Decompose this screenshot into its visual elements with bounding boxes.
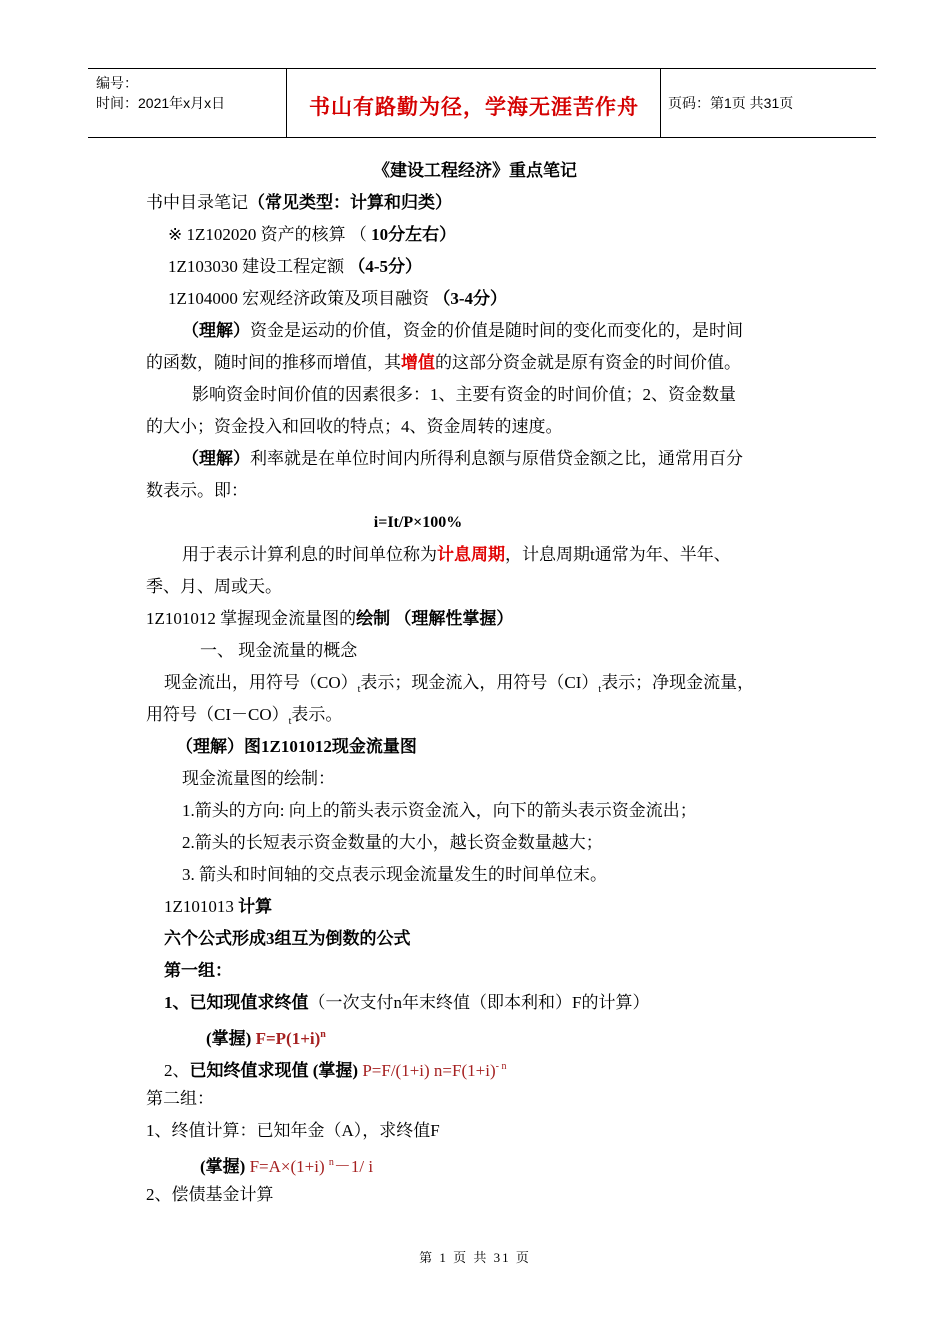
header-page-info: 页码：第1页 共31页 [668,95,794,111]
formula-line: 2、已知终值求现值 (掌握) P=F/(1+i) $n=F(1+i)^{- n}$ [164,1061,507,1080]
text-line: 季、月、周或天。 [146,577,282,596]
section-heading: 1Z101012 掌握现金流量图的绘制 （理解性掌握） [146,609,514,628]
section-heading: 1Z101013 计算 [164,897,273,916]
text-line: 一、 现金流量的概念 [200,641,358,660]
text-line: 1.箭头的方向: 向上的箭头表示资金流入，向下的箭头表示资金流出； [182,801,697,820]
time-label: 时间：2021年x月x日 [96,95,226,111]
doc-title: 《建设工程经济》重点笔记 [373,161,577,180]
text-line: 现金流出，用符号$(CO)_t$表示；现金流入，用符号$(CI)_t$表示；净现金流量， [164,673,755,695]
text-line: 1Z103030 建设工程定额 （4-5分） [168,257,423,276]
text-line: 影响资金时间价值的因素很多：1、主要有资金的时间价值；2、资金数量 [192,385,736,404]
figure-caption: （理解）图1Z101012现金流量图 [176,737,417,756]
serial-label: 编号： [96,75,138,91]
text-line: 用于表示计算利息的时间单位称为计息周期，计息周期t通常为年、半年、 [182,545,731,564]
text-line: 的大小；资金投入和回收的特点；4、资金周转的速度。 [146,417,563,436]
text-line: 第二组： [146,1089,214,1108]
text-line: 2.箭头的长短表示资金数量的大小，越长资金数量越大； [182,833,603,852]
text-line: 第一组： [164,961,232,980]
header-divider [660,69,661,137]
text-line: 1、已知现值求终值（一次支付n年末终值（即本利和）F的计算） [164,993,650,1012]
header-divider [286,69,287,137]
formula-line: (掌握) $F=P(1+i)^n$ [206,1029,326,1048]
text-line: 书中目录笔记（常见类型：计算和归类） [146,193,452,212]
formula-interest: i=It/P×100% [373,514,463,531]
formula-line: (掌握) F=A×(1+i) $^n$－1/ i [200,1157,374,1176]
text-line: 现金流量图的绘制： [182,769,335,788]
text-line: 1Z104000 宏观经济政策及项目融资 （3-4分） [168,289,508,308]
text-line: 2、偿债基金计算 [146,1185,274,1204]
page-footer: 第 1 页 共 31 页 [419,1250,531,1265]
text-line: 用符号$(CI-CO)_t$表示。 [146,705,343,727]
text-line: 六个公式形成3组互为倒数的公式 [164,929,411,948]
header-motto: 书山有路勤为径，学海无涯苦作舟 [309,95,639,119]
header-table [88,68,876,138]
text-line: 3. 箭头和时间轴的交点表示现金流量发生的时间单位末。 [182,865,607,884]
text-line: （理解）资金是运动的价值，资金的价值是随时间的变化而变化的，是时间 [182,321,743,340]
header-meta [96,73,225,113]
text-line: 的函数，随时间的推移而增值，其增值的这部分资金就是原有资金的时间价值。 [146,353,741,372]
text-line: ※ 1Z102020 资产的核算 （ 10分左右） [168,225,457,244]
text-line: （理解）利率就是在单位时间内所得利息额与原借贷金额之比，通常用百分 [182,449,743,468]
text-line: 数表示。即： [146,481,248,500]
text-line: 1、终值计算：已知年金（A），求终值F [146,1121,440,1140]
